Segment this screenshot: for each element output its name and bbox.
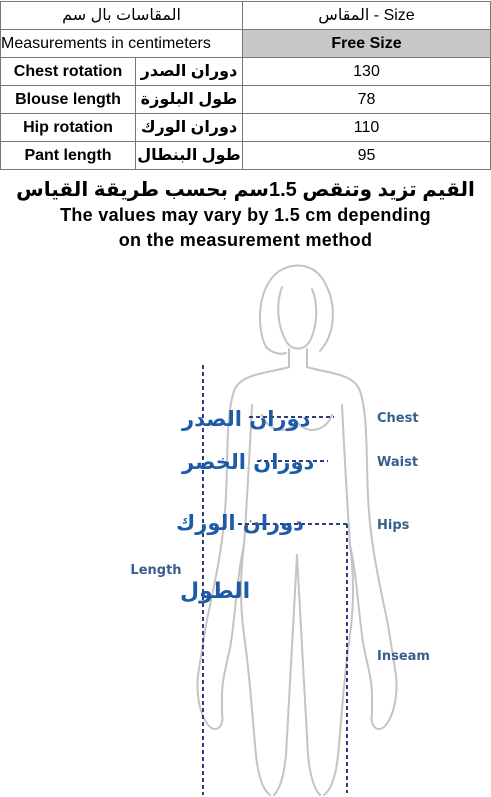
subheader-measurements-cm: Measurements in centimeters xyxy=(1,30,243,58)
variation-note-ar: القيم تزيد وتنقص 1.5سم بحسب طريقة القياس xyxy=(16,179,475,201)
length-label-ar: الطول xyxy=(180,579,251,604)
table-row xyxy=(1,142,491,170)
header-size: المقاس - Size xyxy=(243,2,491,30)
body-measurement-figure xyxy=(0,255,491,797)
row-value: 110 xyxy=(243,114,491,142)
row-label-ar: طول البنطال xyxy=(136,142,243,170)
row-label-ar: دوران الصدر xyxy=(136,58,243,86)
waist-label-ar: دوران الخصر xyxy=(182,450,315,474)
chest-label-en: Chest xyxy=(377,411,419,426)
row-label-ar: طول البلوزة xyxy=(136,86,243,114)
row-label-en: Pant length xyxy=(1,142,136,170)
row-label-en: Hip rotation xyxy=(1,114,136,142)
waist-label-en: Waist xyxy=(377,455,419,470)
size-table xyxy=(0,1,491,170)
table-subheader-row xyxy=(1,30,491,58)
row-label-en: Chest rotation xyxy=(1,58,136,86)
table-row xyxy=(1,86,491,114)
table-row xyxy=(1,58,491,86)
subheader-free-size: Free Size xyxy=(243,30,491,58)
hips-label-en: Hips xyxy=(377,518,410,533)
row-value: 130 xyxy=(243,58,491,86)
row-value: 78 xyxy=(243,86,491,114)
header-measurements-cm-ar: المقاسات بال سم xyxy=(1,2,243,30)
variation-note-en-line1: The values may vary by 1.5 cm depending xyxy=(60,205,431,225)
table-row xyxy=(1,114,491,142)
chest-label-ar: دوران الصدر xyxy=(182,407,311,431)
length-label-en: Length xyxy=(130,563,182,578)
row-label-en: Blouse length xyxy=(1,86,136,114)
table-header-row xyxy=(1,2,491,30)
hip-label-ar: دوران الورك xyxy=(176,511,304,535)
row-label-ar: دوران الورك xyxy=(136,114,243,142)
variation-note-en-line2: on the measurement method xyxy=(118,230,373,250)
inseam-label-en: Inseam xyxy=(377,649,430,664)
row-value: 95 xyxy=(243,142,491,170)
